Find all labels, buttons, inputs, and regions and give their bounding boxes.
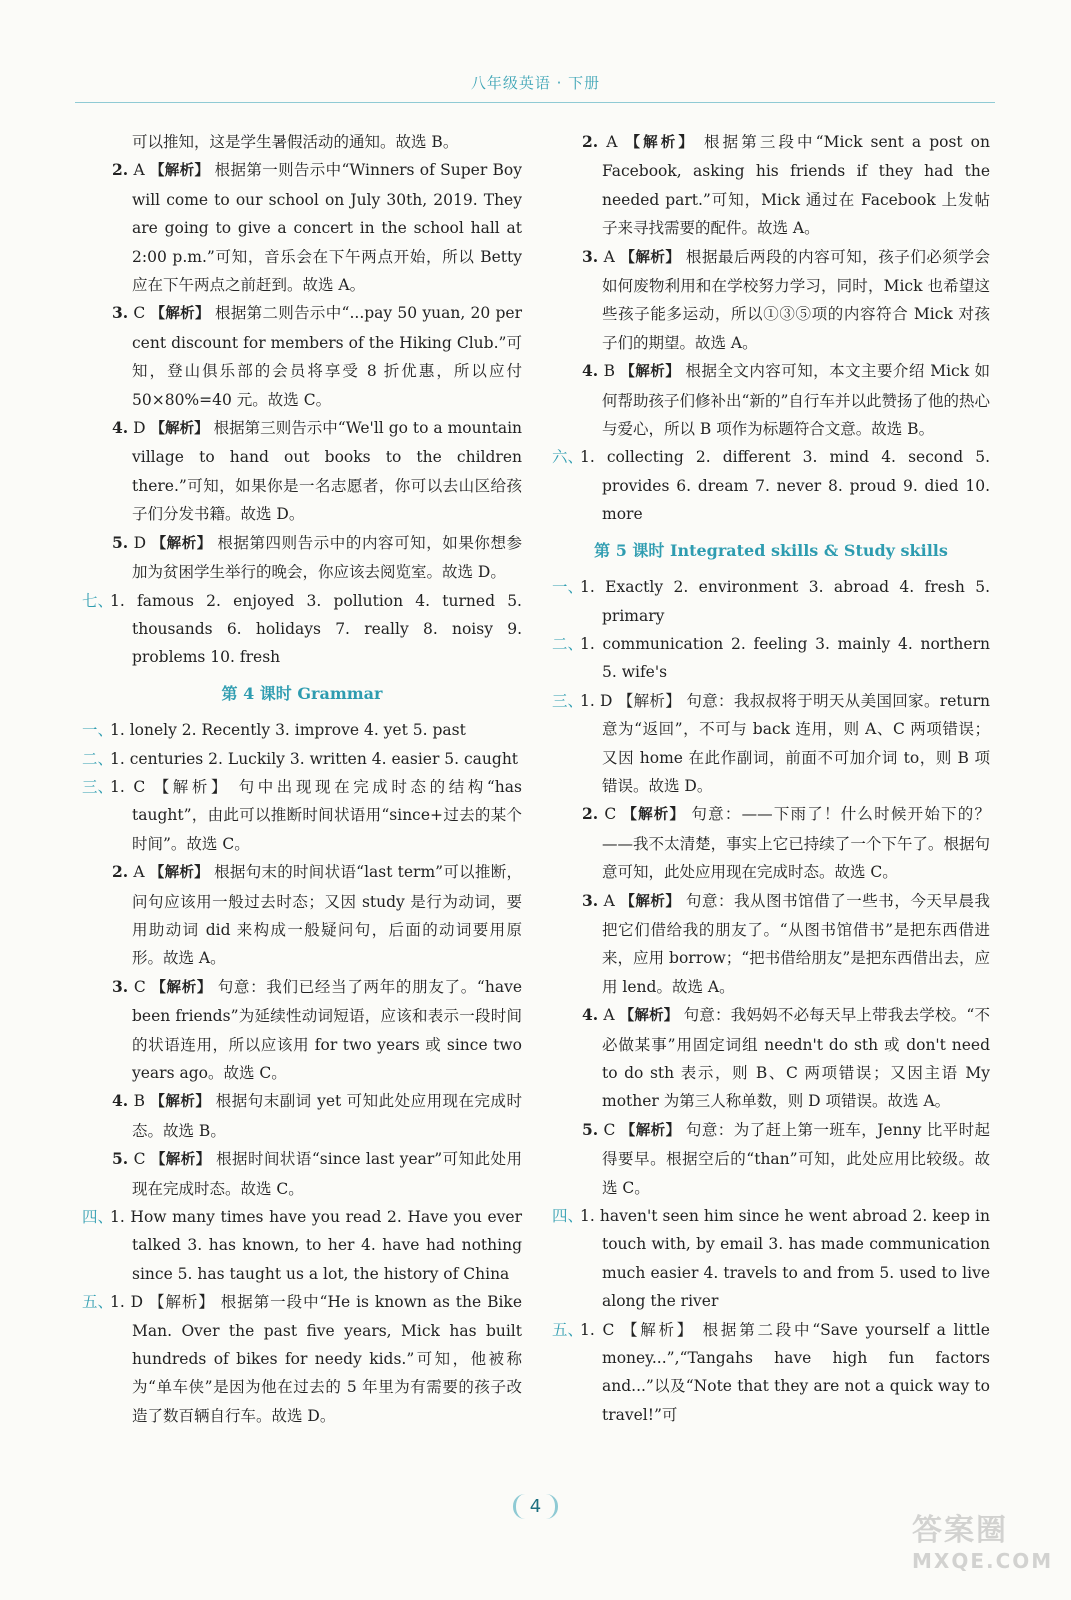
question-number: 5. [582,1119,599,1139]
section-answers: 1. famous 2. enjoyed 3. pollution 4. turned 5. thousands 6. holidays 7. really 8. noisy 9. problems 10. fresh [110,591,522,667]
answer-item [552,128,990,243]
analysis-text: 根据第二则告示中“...pay 50 yuan, 20 per cent discount for members of the Hiking Club.”可知，登山俱乐部的会员将享受 8 折优惠，所以应付 50×80%=40 元。故选 C。 [132,304,522,409]
answer-choice: D [128,419,151,438]
answer-choice: B [128,1092,151,1111]
analysis-tag: 【解析】 [151,535,212,552]
answer-continuation: 可以推知，这是学生暑假活动的通知。故选 B。 [132,133,459,151]
left-column [82,128,522,1430]
analysis-text: 根据全文内容可知，本文主要介绍 Mick 如何帮助孩子们修补出“新的”自行车并以此赞扬了他的热心与爱心，所以 B 项作为标题符合文意。故选 B。 [602,362,990,439]
answer-choice: A [598,1006,620,1025]
question-number: 3. [582,890,599,910]
answer-item [82,414,522,529]
answer-item [82,529,522,587]
question-number: 5. [112,532,129,552]
answer-item [82,858,522,973]
analysis-text: 句意：为了赶上第一班车，Jenny 比平时起得要早。根据空后的“than”可知，此处应用比较级。故选 C。 [602,1120,991,1197]
analysis-tag: 【解析】 [620,1122,681,1139]
analysis-tag: 【解析】 [149,865,209,882]
lesson-heading: 第 4 课时 Grammar [221,683,383,703]
question-number: 2. [112,160,129,180]
analysis-text: 根据句末副词 yet 可知此处应用现在完成时态。故选 B。 [132,1092,522,1140]
analysis-text: 根据第三则告示中“We'll go to a mountain village to hand out books to the children there.”可知，如果你是一名志愿者，你可以去山区给孩子们分发书籍。故选 D。 [132,419,523,524]
answer-choice: C [598,805,623,824]
section-answers: 1. centuries 2. Luckily 3. written 4. easier 5. caught [110,749,519,768]
answer-choice: A [128,863,150,882]
analysis-tag: 【解析】 [620,249,681,266]
analysis-text: 根据最后两段的内容可知，孩子们必须学会如何废物利用和在学校努力学习，同时，Mick 也希望这些孩子能多运动，所以①③⑤项的内容符合 Mick 对孩子们的期望。故选 A。 [602,247,990,352]
answer-section [552,687,990,801]
lesson-heading: 第 5 课时 Integrated skills & Study skills [594,540,948,560]
answer-section [552,1316,990,1430]
section-number: 七、 [82,591,114,610]
section-answers: 1. D 【解析】 根据第一段中“He is known as the Bike Man. Over the past five years, Mick has built hundreds of bikes for needy kids.”可知，他被称为“单车侠”是因为他在过去的 5 年里为有需要的孩子改造了数百辆自行车。故选 D。 [110,1293,522,1425]
section-answers: 1. lonely 2. Recently 3. improve 4. yet 5. past [110,721,466,740]
answer-choice: C [128,1150,151,1169]
analysis-tag: 【解析】 [622,807,686,824]
answer-choice: A [128,161,150,180]
answer-choice: D [128,533,152,552]
question-number: 4. [582,1005,599,1025]
section-answers: 1. Exactly 2. environment 3. abroad 4. fresh 5. primary [580,578,990,625]
answer-item [552,800,990,886]
analysis-tag: 【解析】 [151,979,213,996]
watermark-logo [912,1505,1062,1585]
analysis-tag: 【解析】 [150,1094,211,1111]
answer-section [82,1288,522,1430]
question-number: 4. [112,1091,129,1111]
answer-choice: C [128,977,152,996]
answer-item [552,243,990,358]
analysis-text: 句意：——下雨了！什么时候开始下的？——我不太清楚，事实上它已持续了一个下午了。根据句意可知，此处应用现在完成时态。故选 C。 [602,805,991,882]
section-answers: 1. communication 2. feeling 3. mainly 4. northern 5. wife's [580,634,990,682]
section-number: 一、 [552,578,584,597]
section-number: 二、 [552,634,584,653]
page-number: 4 [513,1494,558,1519]
section-answers: 1. C 【解析】 根据第二段中“Save yourself a little money...”,“Tangahs have high fun factors and...”以及“Note that they are not a quick way to travel!”可 [580,1320,990,1424]
answer-item [82,156,522,299]
answer-section [552,443,990,528]
answer-section [82,745,522,773]
section-answers: 1. How many times have you read 2. Have you ever talked 3. has known, to her 4. have had nothing since 5. has taught us a lot, the history of China [110,1208,522,1283]
question-number: 3. [112,303,129,323]
answer-section [552,630,990,687]
question-number: 2. [112,862,129,882]
analysis-tag: 【解析】 [150,1152,211,1169]
section-number: 三、 [82,777,114,796]
analysis-tag: 【解析】 [149,163,210,180]
analysis-text: 句意：我们已经当了两年的朋友了。“have been friends”为延续性动词短语，应该和表示一段时间的状语连用，所以应该用 for two years 或 since two years ago。故选 C。 [132,977,522,1082]
question-number: 5. [112,1149,129,1169]
question-number: 4. [112,418,129,438]
analysis-tag: 【解析】 [620,364,681,381]
question-number: 3. [112,976,129,996]
answer-section [82,716,522,744]
answer-choice: C [598,1120,621,1139]
analysis-text: 根据第四则告示中的内容可知，如果你想参加为贫困学生举行的晚会，你应该去阅览室。故选 D。 [132,533,523,582]
answer-item [552,1116,990,1202]
question-number: 2. [582,132,599,151]
section-number: 一、 [82,721,114,740]
answer-item [552,1001,990,1116]
analysis-text: 根据第一则告示中“Winners of Super Boy will come to our school on July 30th, 2019. They are going to give a concert in the school hall at 2:00 p.m.”可知，音乐会在下午两点开始，所以 Betty 应在下午两点之前赶到。故选 A。 [132,161,523,295]
section-answers: 1. collecting 2. different 3. mind 4. second 5. provides 6. dream 7. never 8. proud 9. died 10. more [580,448,990,524]
analysis-tag: 【解析】 [620,893,681,910]
answer-section [82,1203,522,1288]
section-answers: 1. haven't seen him since he went abroad 2. keep in touch with, by email 3. has made communication much easier 4. travels to and from 5. used to live along the river [580,1207,990,1311]
answer-choice: C [128,304,151,323]
answer-item [82,1145,522,1203]
watermark-line1: 答案圈 [912,1513,1008,1548]
answer-item [552,357,990,443]
section-number: 二、 [82,749,114,768]
analysis-text: 句意：我妈妈不必每天早上带我去学校。“不必做某事”用固定词组 needn't do sth 或 don't need to do sth 表示，则 B、C 两项错误；又因主语 My mother 为第三人称单数，则 D 项错误。故选 A。 [602,1006,990,1111]
header-rule [75,102,995,103]
question-number: 2. [582,804,599,824]
section-number: 五、 [82,1293,114,1312]
analysis-text: 根据第三段中“Mick sent a post on Facebook, asking his friends if they had the needed part.”可知，Mick 通过在 Facebook 上发帖子来寻找需要的配件。故选 A。 [602,133,990,238]
watermark-line2: MXQE.COM [912,1549,1054,1573]
section-number: 四、 [82,1208,114,1227]
section-answers: 1. C 【解析】 句中出现现在完成时态的结构“has taught”，由此可以推断时间状语用“since+过去的某个时间”。故选 C。 [110,777,522,853]
analysis-tag: 【解析】 [619,1008,679,1025]
answer-section [82,587,522,672]
section-number: 六、 [552,448,584,467]
analysis-tag: 【解析】 [150,306,210,323]
section-number: 四、 [552,1207,584,1226]
answer-section [552,1202,990,1316]
answer-choice: A [598,133,626,151]
page-number-badge [0,1494,1071,1519]
answer-item [82,299,522,414]
question-number: 4. [582,361,599,381]
page-header: 八年级英语 · 下册 [470,74,601,92]
answer-choice: A [598,247,621,266]
answer-choice: A [598,891,621,910]
analysis-text: 根据句末的时间状语“last term”可以推断，问句应该用一般过去时态；又因 study 是行为动词，要用助动词 did 来构成一般疑问句，后面的动词要用原形。故选 A。 [132,863,522,968]
answer-item [552,887,990,1002]
answer-section [552,573,990,630]
analysis-tag: 【解析】 [150,421,209,438]
question-number: 3. [582,246,599,266]
section-number: 三、 [552,691,584,710]
section-number: 五、 [552,1320,584,1339]
answer-choice: B [598,362,621,381]
answer-section [82,773,522,858]
answer-item [82,1087,522,1145]
analysis-text: 根据时间状语“since last year”可知此处用现在完成时态。故选 C。 [132,1150,523,1198]
analysis-tag: 【解析】 [625,135,696,151]
right-column [552,128,990,1429]
analysis-text: 句意：我从图书馆借了一些书，今天早晨我把它们借给我的朋友了。“从图书馆借书”是把东西借进来，应用 borrow；“把书借给朋友”是把东西借出去，应用 lend。故选 A。 [602,891,990,996]
answer-item [82,973,522,1088]
section-answers: 1. D 【解析】 句意：我叔叔将于明天从美国回家。return 意为“返回”，不可与 back 连用，则 A、C 两项错误；又因 home 在此作副词，前面不可加介词 to，则 B 项错误。故选 D。 [580,691,990,795]
